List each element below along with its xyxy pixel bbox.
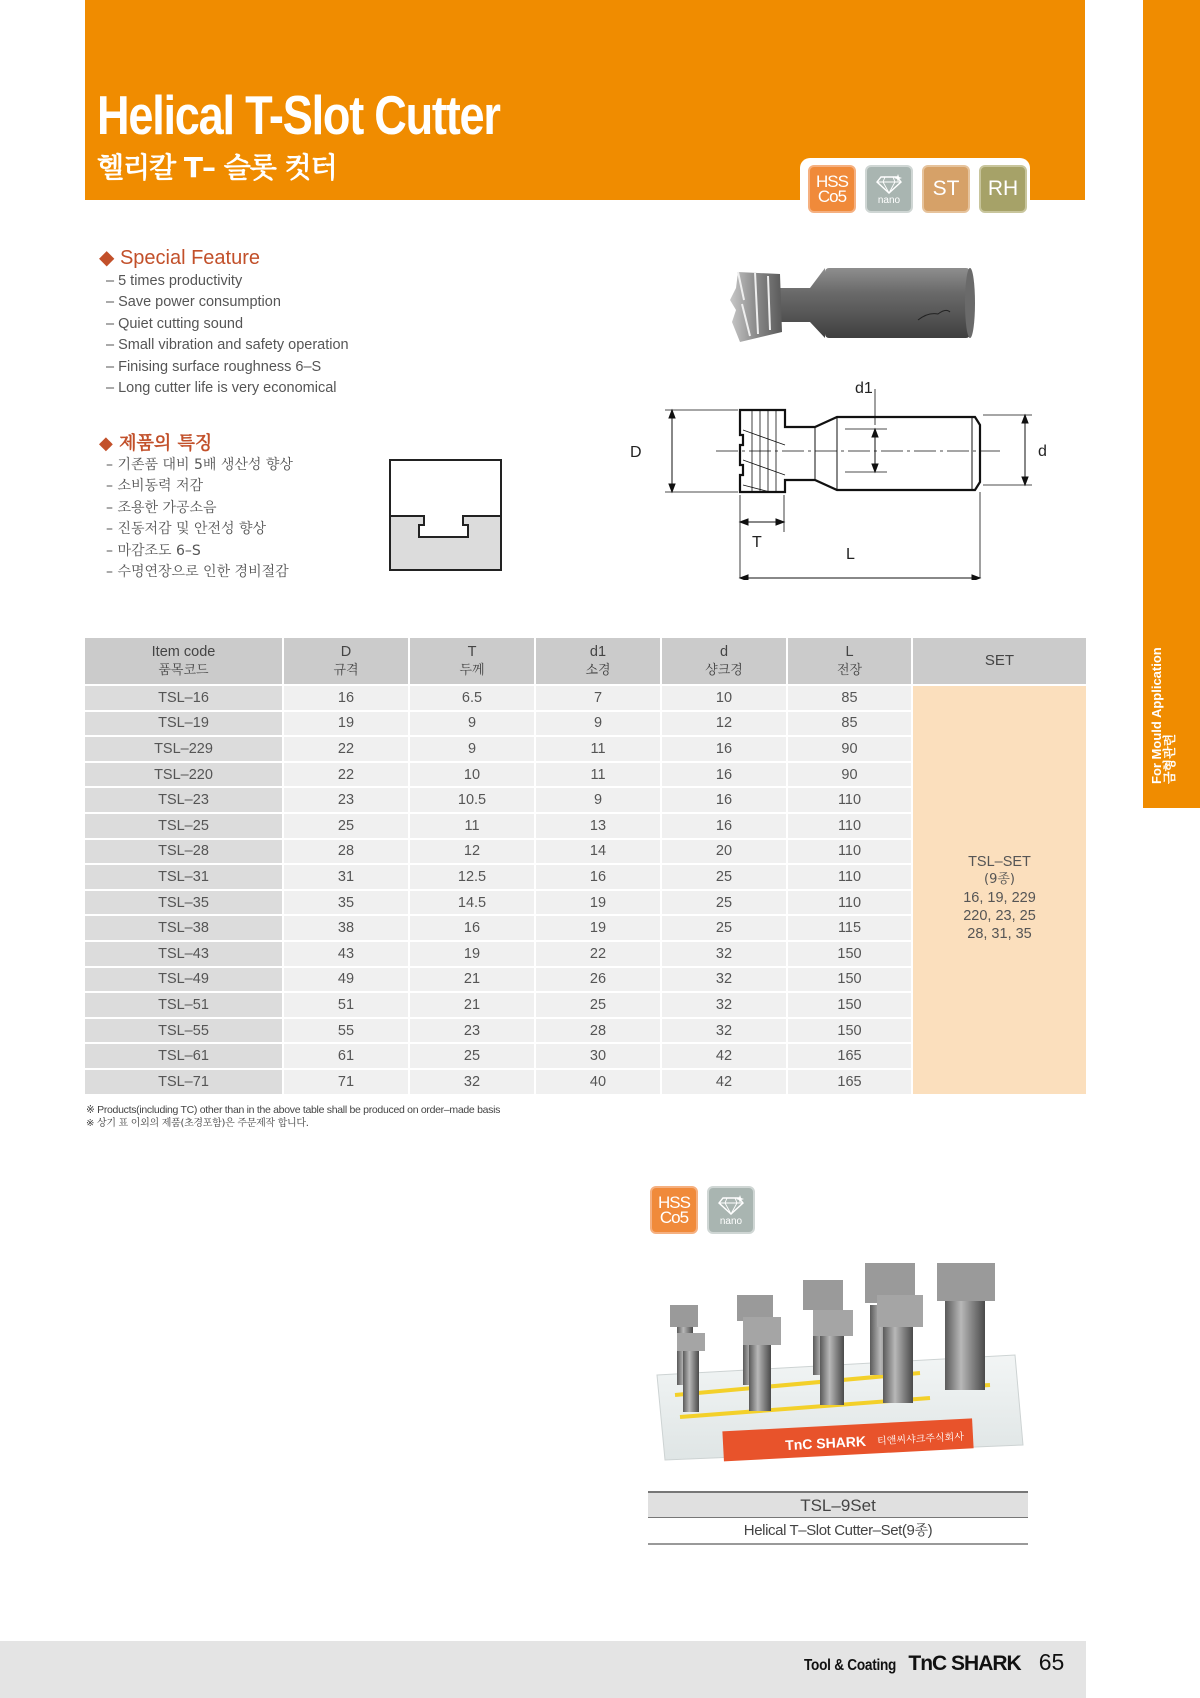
cell-D: 19 <box>284 710 410 736</box>
cell-d1: 40 <box>536 1068 662 1094</box>
cell-d: 32 <box>662 1017 788 1043</box>
cell-item-code: TSL–49 <box>85 966 284 992</box>
t-slot-profile-diagram <box>389 459 502 571</box>
spec-table <box>85 638 1086 1094</box>
dimension-label-d1: d1 <box>855 380 873 397</box>
cell-D: 31 <box>284 863 410 889</box>
cell-L: 150 <box>788 966 913 992</box>
cell-item-code: TSL–23 <box>85 786 284 812</box>
cell-L: 115 <box>788 914 913 940</box>
cell-d: 25 <box>662 889 788 915</box>
header-L <box>788 638 913 684</box>
cell-D: 25 <box>284 812 410 838</box>
cell-D: 71 <box>284 1068 410 1094</box>
special-feature-heading: ◆ Special Feature <box>99 247 261 269</box>
cell-item-code: TSL–38 <box>85 914 284 940</box>
footer-brand-logo: TnC SHARK <box>908 1652 1021 1675</box>
header-d1 <box>536 638 662 684</box>
caption-text-ko: 종 <box>914 1523 928 1539</box>
header-en: d <box>719 643 729 660</box>
cell-d1: 19 <box>536 914 662 940</box>
cell-item-code: TSL–28 <box>85 838 284 864</box>
footer-branding <box>804 1649 1064 1676</box>
cell-d1: 14 <box>536 838 662 864</box>
cell-d1: 16 <box>536 863 662 889</box>
cell-T: 10 <box>410 761 536 787</box>
set-cell <box>913 684 1086 1094</box>
cell-T: 16 <box>410 914 536 940</box>
feature-item: – Save power consumption <box>106 294 281 311</box>
cell-D: 55 <box>284 1017 410 1043</box>
header-ko: 소경 <box>585 662 611 678</box>
cell-T: 10.5 <box>410 786 536 812</box>
cell-d1: 7 <box>536 684 662 710</box>
cell-item-code: TSL–25 <box>85 812 284 838</box>
cell-T: 25 <box>410 1042 536 1068</box>
cell-D: 22 <box>284 761 410 787</box>
dimension-label-T: T <box>752 534 762 551</box>
badge-line: nano <box>719 1215 743 1227</box>
cell-L: 90 <box>788 735 913 761</box>
cell-d: 16 <box>662 786 788 812</box>
cell-d1: 26 <box>536 966 662 992</box>
cell-D: 38 <box>284 914 410 940</box>
cell-T: 11 <box>410 812 536 838</box>
dimension-label-d: d <box>1038 443 1047 460</box>
header-ko: 품목코드 <box>158 662 209 678</box>
header-en: SET <box>984 652 1015 669</box>
cell-T: 9 <box>410 710 536 736</box>
cell-L: 110 <box>788 863 913 889</box>
cell-T: 21 <box>410 991 536 1017</box>
cell-d: 32 <box>662 940 788 966</box>
feature-item: – 진동저감 및 안전성 향상 <box>106 521 267 538</box>
set-description-caption <box>648 1518 1028 1545</box>
special-feature-list <box>106 271 349 399</box>
cell-L: 150 <box>788 991 913 1017</box>
footer-tagline: Tool & Coating <box>804 1657 897 1674</box>
cell-d1: 22 <box>536 940 662 966</box>
cell-d: 32 <box>662 991 788 1017</box>
cell-d1: 25 <box>536 991 662 1017</box>
cell-D: 51 <box>284 991 410 1017</box>
feature-item: – Quiet cutting sound <box>106 315 244 332</box>
cell-d1: 13 <box>536 812 662 838</box>
cell-d: 10 <box>662 684 788 710</box>
cell-d1: 28 <box>536 1017 662 1043</box>
table-notes <box>86 1103 500 1131</box>
cell-d1: 11 <box>536 735 662 761</box>
cell-L: 165 <box>788 1042 913 1068</box>
set-code-caption: TSL–9Set <box>648 1491 1028 1518</box>
page-title: Helical T-Slot Cutter <box>97 84 500 146</box>
cell-d1: 9 <box>536 786 662 812</box>
badge-line: ST <box>932 176 960 200</box>
badge-line: RH <box>987 176 1019 200</box>
feature-item: – Small vibration and safety operation <box>106 337 349 354</box>
set-material-badges <box>650 1186 755 1234</box>
nano-coating-badge <box>707 1186 755 1234</box>
cell-L: 150 <box>788 1017 913 1043</box>
side-tab-label-en: For Mould Application <box>1149 647 1164 784</box>
cell-T: 12 <box>410 838 536 864</box>
set-cell-line: 16, 19, 229 <box>963 889 1036 906</box>
cell-D: 43 <box>284 940 410 966</box>
rh-badge <box>979 165 1027 213</box>
header-en: d1 <box>589 643 607 660</box>
tool-technical-drawing <box>630 260 1050 580</box>
cell-d: 25 <box>662 863 788 889</box>
cell-item-code: TSL–31 <box>85 863 284 889</box>
cell-d: 42 <box>662 1042 788 1068</box>
cell-D: 16 <box>284 684 410 710</box>
cell-L: 110 <box>788 838 913 864</box>
feature-item: – 소비동력 저감 <box>106 478 204 495</box>
cell-item-code: TSL–51 <box>85 991 284 1017</box>
product-feature-heading-ko: ◆ 제품의 특징 <box>99 433 213 454</box>
cell-d: 12 <box>662 710 788 736</box>
cell-L: 165 <box>788 1068 913 1094</box>
diamond-icon <box>876 174 902 194</box>
header-D <box>284 638 410 684</box>
cell-T: 6.5 <box>410 684 536 710</box>
feature-item: – 수명연장으로 인한 경비절감 <box>106 564 289 581</box>
page-number: 65 <box>1038 1649 1065 1675</box>
set-cell-line: 28, 31, 35 <box>967 925 1032 942</box>
header-T <box>410 638 536 684</box>
photo-brand-text: TnC SHARK <box>784 1432 867 1454</box>
cell-d1: 30 <box>536 1042 662 1068</box>
header-en: T <box>467 643 477 660</box>
nano-coating-badge <box>865 165 913 213</box>
cutter-set-photo <box>645 1245 1035 1470</box>
diamond-icon <box>718 1195 744 1215</box>
feature-item: – Finising surface roughness 6–S <box>106 358 322 375</box>
cell-d1: 11 <box>536 761 662 787</box>
product-feature-list-ko <box>106 455 293 583</box>
feature-item: – 기존품 대비 5배 생산성 향상 <box>106 457 293 473</box>
cell-L: 85 <box>788 710 913 736</box>
set-cell-line: TSL–SET <box>968 853 1031 870</box>
header-ko: 규격 <box>333 662 359 678</box>
cell-d: 42 <box>662 1068 788 1094</box>
st-badge <box>922 165 970 213</box>
header-en: D <box>340 643 352 660</box>
hss-co5-badge <box>650 1186 698 1234</box>
cell-L: 90 <box>788 761 913 787</box>
cell-d1: 9 <box>536 710 662 736</box>
cell-item-code: TSL–55 <box>85 1017 284 1043</box>
cell-D: 23 <box>284 786 410 812</box>
cell-d: 32 <box>662 966 788 992</box>
cell-item-code: TSL–16 <box>85 684 284 710</box>
cell-D: 61 <box>284 1042 410 1068</box>
cell-L: 110 <box>788 812 913 838</box>
cell-T: 19 <box>410 940 536 966</box>
cell-T: 14.5 <box>410 889 536 915</box>
cell-item-code: TSL–19 <box>85 710 284 736</box>
cell-T: 21 <box>410 966 536 992</box>
cell-T: 32 <box>410 1068 536 1094</box>
set-cell-line: 220, 23, 25 <box>963 907 1036 924</box>
feature-item: – 5 times productivity <box>106 273 243 289</box>
cell-item-code: TSL–43 <box>85 940 284 966</box>
page-title-korean: 헬리칼 T– 슬롯 컷터 <box>97 151 337 184</box>
note-ko: ※ 상기 표 이외의 제품(초경포함)은 주문제작 합니다. <box>86 1118 309 1129</box>
caption-text: Helical T–Slot Cutter–Set(9 <box>743 1522 915 1539</box>
photo-brand-text-ko: 티앤씨샤크주식회사 <box>876 1431 965 1448</box>
header-en: Item code <box>151 643 216 660</box>
badge-line: nano <box>877 194 901 206</box>
cell-item-code: TSL–61 <box>85 1042 284 1068</box>
cell-T: 23 <box>410 1017 536 1043</box>
side-tab-label <box>1150 644 1194 784</box>
badge-line: Co5 <box>817 187 847 206</box>
cell-L: 110 <box>788 889 913 915</box>
caption-text: ) <box>927 1522 933 1539</box>
feature-item: – 마감조도 6–S <box>106 542 201 559</box>
cell-D: 49 <box>284 966 410 992</box>
header-d <box>662 638 788 684</box>
table-row <box>85 684 1086 710</box>
badge-line: Co5 <box>659 1208 689 1227</box>
badge-line: HSS <box>816 171 848 191</box>
cell-L: 85 <box>788 684 913 710</box>
header-set <box>913 638 1086 684</box>
header-ko: 샹크경 <box>705 662 743 678</box>
header-item-code <box>85 638 284 684</box>
cell-item-code: TSL–71 <box>85 1068 284 1094</box>
material-badges <box>800 158 1030 220</box>
cell-D: 35 <box>284 889 410 915</box>
header-ko: 두께 <box>459 662 485 678</box>
header-en: L <box>845 643 854 660</box>
cell-L: 150 <box>788 940 913 966</box>
header-ko: 전장 <box>836 662 863 678</box>
cell-D: 28 <box>284 838 410 864</box>
dimension-label-D: D <box>630 444 642 461</box>
feature-item: – 조용한 가공소음 <box>106 499 217 516</box>
feature-item: – Long cutter life is very economical <box>106 380 337 397</box>
cell-T: 9 <box>410 735 536 761</box>
cell-d: 20 <box>662 838 788 864</box>
side-tab-label-ko: 금형관련 <box>1163 733 1178 784</box>
cell-d: 16 <box>662 761 788 787</box>
cell-T: 12.5 <box>410 863 536 889</box>
dimension-label-L: L <box>846 546 855 563</box>
cell-d: 16 <box>662 812 788 838</box>
cell-L: 110 <box>788 786 913 812</box>
cell-d: 25 <box>662 914 788 940</box>
cutter-photo <box>730 268 975 342</box>
hss-co5-badge <box>808 165 856 213</box>
cell-item-code: TSL–229 <box>85 735 284 761</box>
note-en: ※ Products(including TC) other than in the above table shall be produced on order–made basis <box>86 1104 501 1116</box>
cell-item-code: TSL–220 <box>85 761 284 787</box>
cell-D: 22 <box>284 735 410 761</box>
cell-d1: 19 <box>536 889 662 915</box>
set-cell-line: (9종) <box>984 871 1015 887</box>
cell-d: 16 <box>662 735 788 761</box>
table-header-row <box>85 638 1086 684</box>
cell-item-code: TSL–35 <box>85 889 284 915</box>
badge-line: HSS <box>658 1192 690 1212</box>
